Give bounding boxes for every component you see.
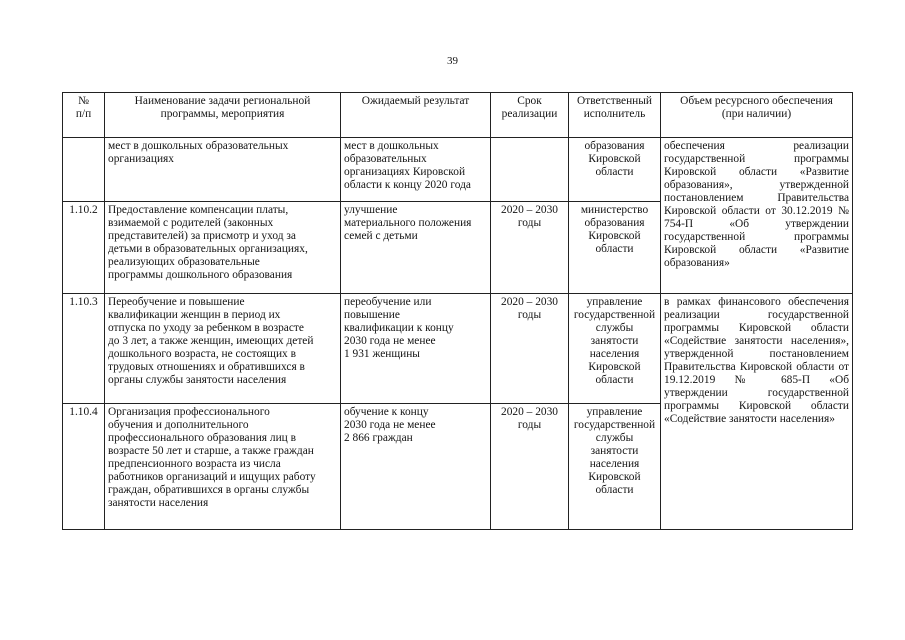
row-result: мест в дошкольных образовательных организациях Кировской области к концу 2020 года	[341, 138, 491, 202]
header-result: Ожидаемый результат	[341, 93, 491, 138]
row-num: 1.10.3	[63, 294, 105, 404]
page-number: 39	[447, 55, 458, 67]
table-header-row	[63, 93, 853, 138]
table-row	[63, 138, 853, 202]
row-name: Организация профессионального обучения и дополнительного профессионального образования лиц в возрасте 50 лет и старше, а также граждан предпенсионного возраста из числа работников организаций и ищущих работу граждан, обратившихся в органы службы занятости населения	[105, 404, 341, 530]
row-resources: в рамках финансового обеспечения реализации государственной программы Кировской области «Содействие занятости населения», утвержденной постановлением Правительства Кировской области от 19.12.2019 № 685-П «Об утверждении государственной программы Кировской области «Содействие занятости населения»	[661, 294, 853, 530]
row-name: Предоставление компенсации платы, взимаемой с родителей (законных представителей) за присмотр и уход за детьми в образовательных организациях, реализующих образовательные программы дошкольного образования	[105, 202, 341, 294]
row-name: Переобучение и повышение квалификации женщин в период их отпуска по уходу за ребенком в возрасте до 3 лет, а также женщин, имеющих детей дошкольного возраста, не состоящих в трудовых отношениях и обратившихся в органы службы занятости населения	[105, 294, 341, 404]
row-num	[63, 138, 105, 202]
row-result: улучшение материального положения семей с детьми	[341, 202, 491, 294]
row-term: 2020 – 2030 годы	[491, 202, 569, 294]
row-term: 2020 – 2030 годы	[491, 404, 569, 530]
header-name: Наименование задачи региональной программы, мероприятия	[105, 93, 341, 138]
row-executor: образования Кировской области	[569, 138, 661, 202]
header-executor: Ответственный исполнитель	[569, 93, 661, 138]
row-num: 1.10.2	[63, 202, 105, 294]
row-num: 1.10.4	[63, 404, 105, 530]
row-resources: обеспечения реализации государственной программы Кировской области «Развитие образования», утвержденной постановлением Правительства Кировской области от 30.12.2019 № 754-П «Об утверждении государственной программы Кировской области «Развитие образования»	[661, 138, 853, 294]
row-name: мест в дошкольных образовательных организациях	[105, 138, 341, 202]
row-executor: управление государственной службы занятости населения Кировской области	[569, 404, 661, 530]
program-table	[62, 92, 853, 530]
row-executor: управление государственной службы занятости населения Кировской области	[569, 294, 661, 404]
header-resources: Объем ресурсного обеспечения (при наличии)	[661, 93, 853, 138]
header-num: № п/п	[63, 93, 105, 138]
row-result: обучение к концу 2030 года не менее 2 866 граждан	[341, 404, 491, 530]
row-term: 2020 – 2030 годы	[491, 294, 569, 404]
header-term: Срок реализации	[491, 93, 569, 138]
row-executor: министерство образования Кировской области	[569, 202, 661, 294]
table-row	[63, 294, 853, 404]
row-term	[491, 138, 569, 202]
row-result: переобучение или повышение квалификации к концу 2030 года не менее 1 931 женщины	[341, 294, 491, 404]
